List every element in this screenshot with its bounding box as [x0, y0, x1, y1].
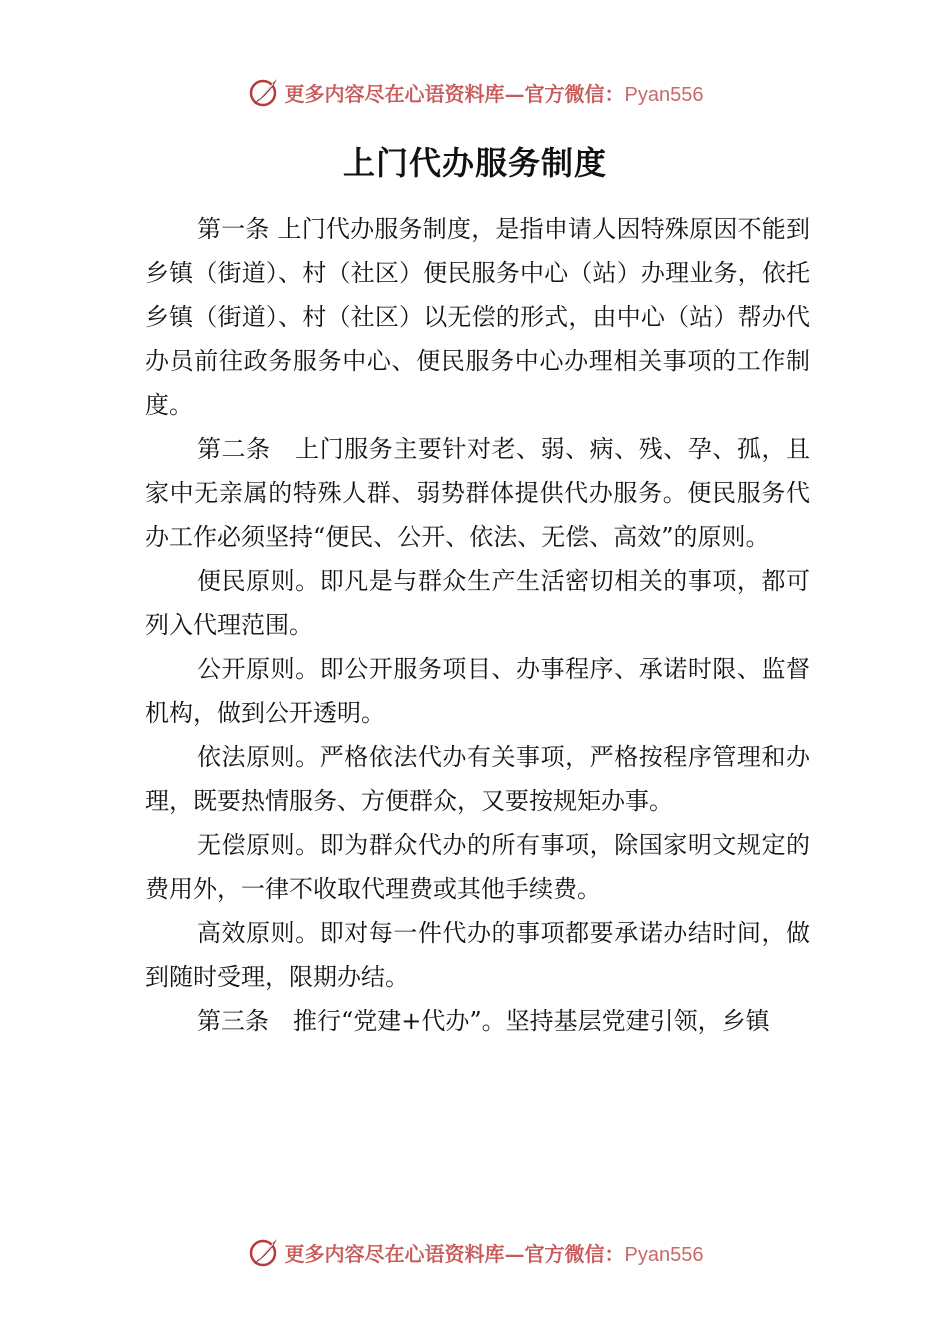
paragraph-article-1: 第一条 上门代办服务制度，是指申请人因特殊原因不能到乡镇（街道）、村（社区）便民服务中心（站）办理业务，依托乡镇（街道）、村（社区）以无偿的形式，由中心（站）帮办代办员前往政务服务中心、便民服务中心办理相关事项的工作制度。 [145, 215, 810, 419]
banner-text [285, 78, 704, 107]
paragraph-principle-convenience: 便民原则。即凡是与群众生产生活密切相关的事项，都可列入代理范围。 [145, 567, 810, 639]
header-banner [0, 72, 950, 112]
paragraph-article-3: 第三条 推行“党建+代办”。坚持基层党建引领，乡镇 [197, 1007, 770, 1035]
paragraph-principle-legality: 依法原则。严格依法代办有关事项，严格按程序管理和办理，既要热情服务、方便群众，又要按规矩办事。 [145, 743, 810, 815]
banner-wechat-handle: Pyan556 [624, 83, 704, 106]
quill-feather-logo-icon [247, 1235, 281, 1269]
paragraph-article-2: 第二条 上门服务主要针对老、弱、病、残、孕、孤，且家中无亲属的特殊人群、弱势群体提供代办服务。便民服务代办工作必须坚持“便民、公开、依法、无偿、高效”的原则。 [145, 435, 810, 551]
banner-text [285, 1238, 704, 1267]
banner-label: 更多内容尽在心语资料库—官方微信： [284, 1241, 625, 1266]
paragraph-principle-efficiency: 高效原则。即对每一件代办的事项都要承诺办结时间，做到随时受理，限期办结。 [145, 919, 810, 991]
paragraph-principle-free: 无偿原则。即为群众代办的所有事项，除国家明文规定的费用外，一律不收取代理费或其他手续费。 [145, 831, 810, 903]
footer-banner [0, 1232, 950, 1272]
banner-label: 更多内容尽在心语资料库—官方微信： [284, 81, 625, 106]
banner-wechat-handle: Pyan556 [624, 1243, 704, 1266]
paragraph-principle-openness: 公开原则。即公开服务项目、办事程序、承诺时限、监督机构，做到公开透明。 [145, 655, 810, 727]
document-body [145, 207, 810, 1043]
quill-feather-logo-icon [247, 75, 281, 109]
page-title: 上门代办服务制度 [342, 144, 607, 182]
